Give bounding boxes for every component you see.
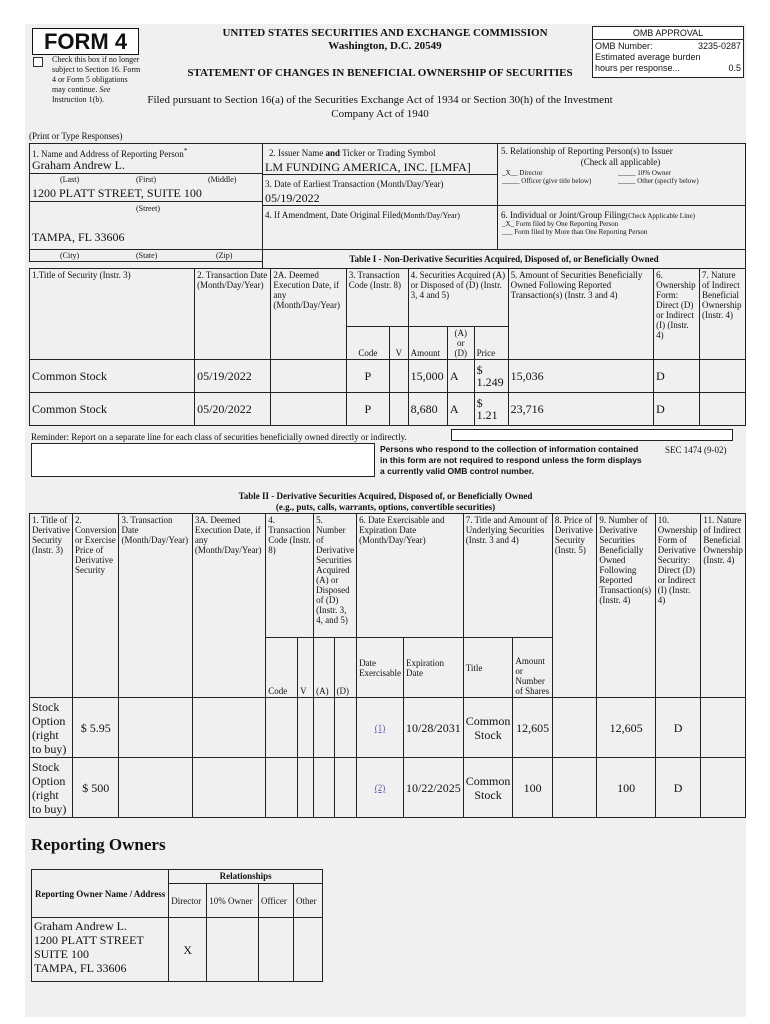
filing-type-opt2: ___ Form filed by More than One Reporting Person xyxy=(502,228,648,236)
ro-h-director: Director xyxy=(169,884,207,918)
reporting-person-city: TAMPA, FL 33606 xyxy=(32,230,125,244)
t1-h-nature: 7. Nature of Indirect Beneficial Ownership (Instr. 4) xyxy=(700,269,746,360)
persons-notice: Persons who respond to the collection of information contained in this form are not required to respond unless the form displays a currently valid OMB control number. xyxy=(380,444,642,476)
zip-label: (Zip) xyxy=(216,251,233,260)
t2-h-price: 8. Price of Derivative Security (Instr. 5) xyxy=(552,514,597,698)
t1-r2-title: Common Stock xyxy=(30,393,195,426)
t2-h-title: 1. Title of Derivative Security (Instr. 3) xyxy=(30,514,73,698)
relationship-label: 5. Relationship of Reporting Person(s) to Issuer xyxy=(501,146,673,156)
city-label: (City) xyxy=(60,251,80,260)
ro-owner-line: Graham Andrew L. xyxy=(34,919,127,933)
ro-owner-address xyxy=(32,918,169,982)
t1-h-amount: Amount xyxy=(408,327,447,360)
box-relationship xyxy=(497,143,746,206)
t1-h-form: 6. Ownership Form: Direct (D) or Indirect (I) (Instr. 4) xyxy=(654,269,700,360)
box1-star: * xyxy=(183,146,188,155)
box-earliest-date xyxy=(262,174,498,206)
omb-number-value: 3235-0287 xyxy=(697,41,741,51)
t1-h-owned: 5. Amount of Securities Beneficially Owned Following Reported Transaction(s) (Instr. 3 and 4) xyxy=(508,269,653,360)
omb-title: OMB APPROVAL xyxy=(593,27,743,40)
print-type-note: (Print or Type Responses) xyxy=(29,131,123,141)
t1-r1-price-val: 1.249 xyxy=(476,375,504,389)
t1-r2-price xyxy=(474,393,508,426)
checkbox-text xyxy=(52,55,142,105)
t1-r2-date: 05/20/2022 xyxy=(195,393,271,426)
t1-r1-aord: A xyxy=(447,360,474,393)
table-row xyxy=(30,393,746,426)
t1-h-title: 1.Title of Security (Instr. 3) xyxy=(30,269,195,360)
t2-r1-d xyxy=(334,698,357,758)
t2-r2-nature xyxy=(701,758,746,818)
t2-r1-expiration: 10/28/2031 xyxy=(404,698,464,758)
ro-h-10pct: 10% Owner xyxy=(207,884,259,918)
agency-location: Washington, D.C. 20549 xyxy=(328,40,442,52)
ro-officer-mark xyxy=(259,918,294,982)
t2-h-code: 4. Transaction Code (Instr. 8) xyxy=(266,514,314,638)
relationship-other: _____ Other (specify below) xyxy=(618,177,699,185)
t2-r2-deemed xyxy=(192,758,265,818)
t1-r2-price-val: 1.21 xyxy=(476,408,498,422)
t2-r1-u-title: Common Stock xyxy=(463,698,513,758)
t2-r2-title: Stock Option (right to buy) xyxy=(30,758,73,818)
t1-r1-price xyxy=(474,360,508,393)
t2-h-nature: 11. Nature of Indirect Beneficial Ownership (Instr. 4) xyxy=(701,514,746,698)
checkbox-see: See xyxy=(99,85,111,94)
t2-r1-price xyxy=(552,698,597,758)
amendment-label-text: 4. If Amendment, Date Original Filed xyxy=(265,210,401,220)
first-label: (First) xyxy=(136,175,156,184)
box-reporting-person xyxy=(29,143,263,250)
table1-title-box xyxy=(262,249,746,269)
reminder-box xyxy=(451,429,733,441)
t2-h-underlying: 7. Title and Amount of Underlying Securities (Instr. 3 and 4) xyxy=(463,514,552,638)
t1-r1-amount: 15,000 xyxy=(408,360,447,393)
agency-name: UNITED STATES SECURITIES AND EXCHANGE COMMISSION xyxy=(222,27,548,39)
form-page xyxy=(25,24,746,1017)
t1-h-code: 3. Transaction Code (Instr. 8) xyxy=(346,269,408,327)
box-issuer xyxy=(262,143,498,175)
table-row xyxy=(32,918,323,982)
no-longer-subject-checkbox[interactable] xyxy=(33,57,43,67)
t2-r2-u-title: Common Stock xyxy=(463,758,513,818)
sec-code: SEC 1474 (9-02) xyxy=(665,445,727,455)
ro-10pct-mark xyxy=(207,918,259,982)
t1-r1-title: Common Stock xyxy=(30,360,195,393)
table-row xyxy=(30,758,746,818)
state-label: (State) xyxy=(136,251,158,260)
filing-type-label-text: 6. Individual or Joint/Group Filing xyxy=(501,210,626,220)
box1-label-text: 1. Name and Address of Reporting Person xyxy=(32,149,184,159)
street-label: (Street) xyxy=(136,204,160,213)
t1-r2-owned: 23,716 xyxy=(508,393,653,426)
box-amendment xyxy=(262,205,498,250)
relationship-10pct: _____ 10% Owner xyxy=(618,169,671,177)
t1-h-aord: (A) or (D) xyxy=(447,327,474,360)
t1-h-price: Price xyxy=(474,327,508,360)
statement-title: STATEMENT OF CHANGES IN BENEFICIAL OWNERSHIP OF SECURITIES xyxy=(187,67,573,79)
t1-r1-date: 05/19/2022 xyxy=(195,360,271,393)
t2-r1-title: Stock Option (right to buy) xyxy=(30,698,73,758)
t2-r2-form: D xyxy=(655,758,701,818)
t2-r1-v xyxy=(298,698,314,758)
t2-r2-price xyxy=(552,758,597,818)
t2-r2-owned: 100 xyxy=(597,758,655,818)
footnote-2-link[interactable]: (2) xyxy=(374,783,386,793)
box-filing-type xyxy=(497,205,746,250)
t2-r1-u-amount: 12,605 xyxy=(513,698,553,758)
ro-other-mark xyxy=(294,918,323,982)
earliest-date-label: 3. Date of Earliest Transaction (Month/Day/Year) xyxy=(265,179,444,189)
t2-h-deemed: 3A. Deemed Execution Date, if any (Month/Day/Year) xyxy=(192,514,265,698)
omb-number-label: OMB Number: xyxy=(595,41,653,51)
ro-h-officer: Officer xyxy=(259,884,294,918)
t2-r2-v xyxy=(298,758,314,818)
table-row xyxy=(30,698,746,758)
omb-burden-label: Estimated average burden xyxy=(595,52,701,62)
omb-hours-label: hours per response... xyxy=(595,63,681,73)
t1-r1-v xyxy=(390,360,409,393)
t1-r1-code: P xyxy=(346,360,389,393)
t2-h-conv: 2. Conversion or Exercise Price of Derivative Security xyxy=(72,514,119,698)
t2-h-d: (D) xyxy=(334,638,357,698)
t1-r2-code: P xyxy=(346,393,389,426)
t2-h-date: 3. Transaction Date (Month/Day/Year) xyxy=(119,514,192,698)
t2-r1-date xyxy=(119,698,192,758)
t2-r2-a xyxy=(314,758,334,818)
t2-r2-date xyxy=(119,758,192,818)
reporting-owners-table xyxy=(31,869,323,982)
omb-hours-value: 0.5 xyxy=(728,63,741,73)
filing-type-label-small: (Check Applicable Line) xyxy=(625,212,695,220)
table1-nonderivative xyxy=(29,268,746,426)
ro-owner-line: 1200 PLATT STREET xyxy=(34,933,144,947)
t1-r1-price-sym: $ xyxy=(476,363,483,377)
middle-label: (Middle) xyxy=(208,175,237,184)
t1-r1-form: D xyxy=(654,360,700,393)
t1-h-acquired: 4. Securities Acquired (A) or Disposed of (D) (Instr. 3, 4 and 5) xyxy=(408,269,508,327)
ro-h-other: Other xyxy=(294,884,323,918)
t1-r2-nature xyxy=(700,393,746,426)
table2-derivative xyxy=(29,513,746,818)
t1-r1-owned: 15,036 xyxy=(508,360,653,393)
table1-title: Table I - Non-Derivative Securities Acquired, Disposed of, or Beneficially Owned xyxy=(349,254,659,264)
t1-r2-deemed xyxy=(271,393,346,426)
earliest-date-value: 05/19/2022 xyxy=(265,191,320,205)
t2-h-code-sub: Code xyxy=(266,638,298,698)
t1-r1-deemed xyxy=(271,360,346,393)
amendment-label-small: (Month/Day/Year) xyxy=(400,211,460,220)
t2-r1-conv: $ 5.95 xyxy=(72,698,119,758)
t2-r2-expiration: 10/22/2025 xyxy=(404,758,464,818)
reporting-owners-heading: Reporting Owners xyxy=(31,835,166,854)
t2-h-date-ex: Date Exercisable xyxy=(357,638,404,698)
amendment-label xyxy=(265,210,460,220)
ro-h-relationships: Relationships xyxy=(169,870,323,884)
t2-r1-a xyxy=(314,698,334,758)
filed-pursuant: Filed pursuant to Section 16(a) of the Securities Exchange Act of 1934 or Section 30(h) of the Investment Company Act of 1940 xyxy=(147,94,613,120)
t1-r1-nature xyxy=(700,360,746,393)
t1-h-code-sub: Code xyxy=(346,327,389,360)
table2-title: Table II - Derivative Securities Acquired, Disposed of, or Beneficially Owned xyxy=(238,491,533,501)
t1-r2-amount: 8,680 xyxy=(408,393,447,426)
t1-r2-v xyxy=(390,393,409,426)
issuer-label-a: 2. Issuer Name xyxy=(269,148,326,158)
last-label: (Last) xyxy=(60,175,80,184)
city-state-zip-labels xyxy=(29,249,263,262)
t1-r2-form: D xyxy=(654,393,700,426)
table-row xyxy=(30,360,746,393)
issuer-name: LM FUNDING AMERICA, INC. [LMFA] xyxy=(265,160,471,174)
t2-h-number: 5. Number of Derivative Securities Acquired (A) or Disposed of (D) (Instr. 3, 4, and 5) xyxy=(314,514,357,638)
t1-r2-price-sym: $ xyxy=(476,396,483,410)
notice-box xyxy=(31,443,375,477)
checkbox-instr: Instruction 1(b). xyxy=(52,95,104,104)
t2-r2-code xyxy=(266,758,298,818)
omb-approval-box xyxy=(592,26,744,78)
t1-r2-aord: A xyxy=(447,393,474,426)
issuer-label xyxy=(269,148,436,158)
t2-h-form: 10. Ownership Form of Derivative Security: Direct (D) or Indirect (I) (Instr. 4) xyxy=(655,514,701,698)
t2-r2-u-amount: 100 xyxy=(513,758,553,818)
t2-r1-nature xyxy=(701,698,746,758)
t2-h-owned: 9. Number of Derivative Securities Beneficially Owned Following Reported Transaction(s) (Instr. 4) xyxy=(597,514,655,698)
t2-r1-deemed xyxy=(192,698,265,758)
footnote-1-link[interactable]: (1) xyxy=(374,723,386,733)
relationship-sub: (Check all applicable) xyxy=(580,157,661,167)
t2-r1-form: D xyxy=(655,698,701,758)
t2-h-v: V xyxy=(298,638,314,698)
reminder-text: Reminder: Report on a separate line for each class of securities beneficially owned directly or indirectly. xyxy=(31,432,407,442)
t1-h-deemed: 2A. Deemed Execution Date, if any (Month/Day/Year) xyxy=(271,269,346,360)
issuer-label-b: and xyxy=(325,148,340,158)
checkbox-text-main: Check this box if no longer subject to Section 16. Form 4 or Form 5 obligations may continue. xyxy=(52,55,141,94)
ro-director-mark: X xyxy=(169,918,207,982)
t2-h-u-amount: Amount or Number of Shares xyxy=(513,638,553,698)
t2-h-exp: Expiration Date xyxy=(404,638,464,698)
relationship-director: _X__ Director xyxy=(502,169,543,177)
ro-owner-line: TAMPA, FL 33606 xyxy=(34,961,127,975)
ro-h-name: Reporting Owner Name / Address xyxy=(32,870,169,918)
filing-type-opt1: _X_ Form filed by One Reporting Person xyxy=(502,220,619,228)
t2-r1-owned: 12,605 xyxy=(597,698,655,758)
t2-h-u-title: Title xyxy=(463,638,513,698)
t2-h-exercisable: 6. Date Exercisable and Expiration Date (Month/Day/Year) xyxy=(357,514,464,638)
t1-h-v: V xyxy=(390,327,409,360)
form-title: FORM 4 xyxy=(32,28,139,55)
t2-r2-conv: $ 500 xyxy=(72,758,119,818)
table2-subtitle: (e.g., puts, calls, warrants, options, convertible securities) xyxy=(275,502,496,512)
reporting-person-street: 1200 PLATT STREET, SUITE 100 xyxy=(32,186,202,200)
t2-r2-d xyxy=(334,758,357,818)
t2-r1-code xyxy=(266,698,298,758)
reporting-person-name: Graham Andrew L. xyxy=(32,158,125,172)
t1-h-date: 2. Transaction Date (Month/Day/Year) xyxy=(195,269,271,360)
ro-owner-line: SUITE 100 xyxy=(34,947,89,961)
issuer-label-c: Ticker or Trading Symbol xyxy=(340,148,436,158)
t2-h-a: (A) xyxy=(314,638,334,698)
relationship-officer: _____ Officer (give title below) xyxy=(502,177,592,185)
